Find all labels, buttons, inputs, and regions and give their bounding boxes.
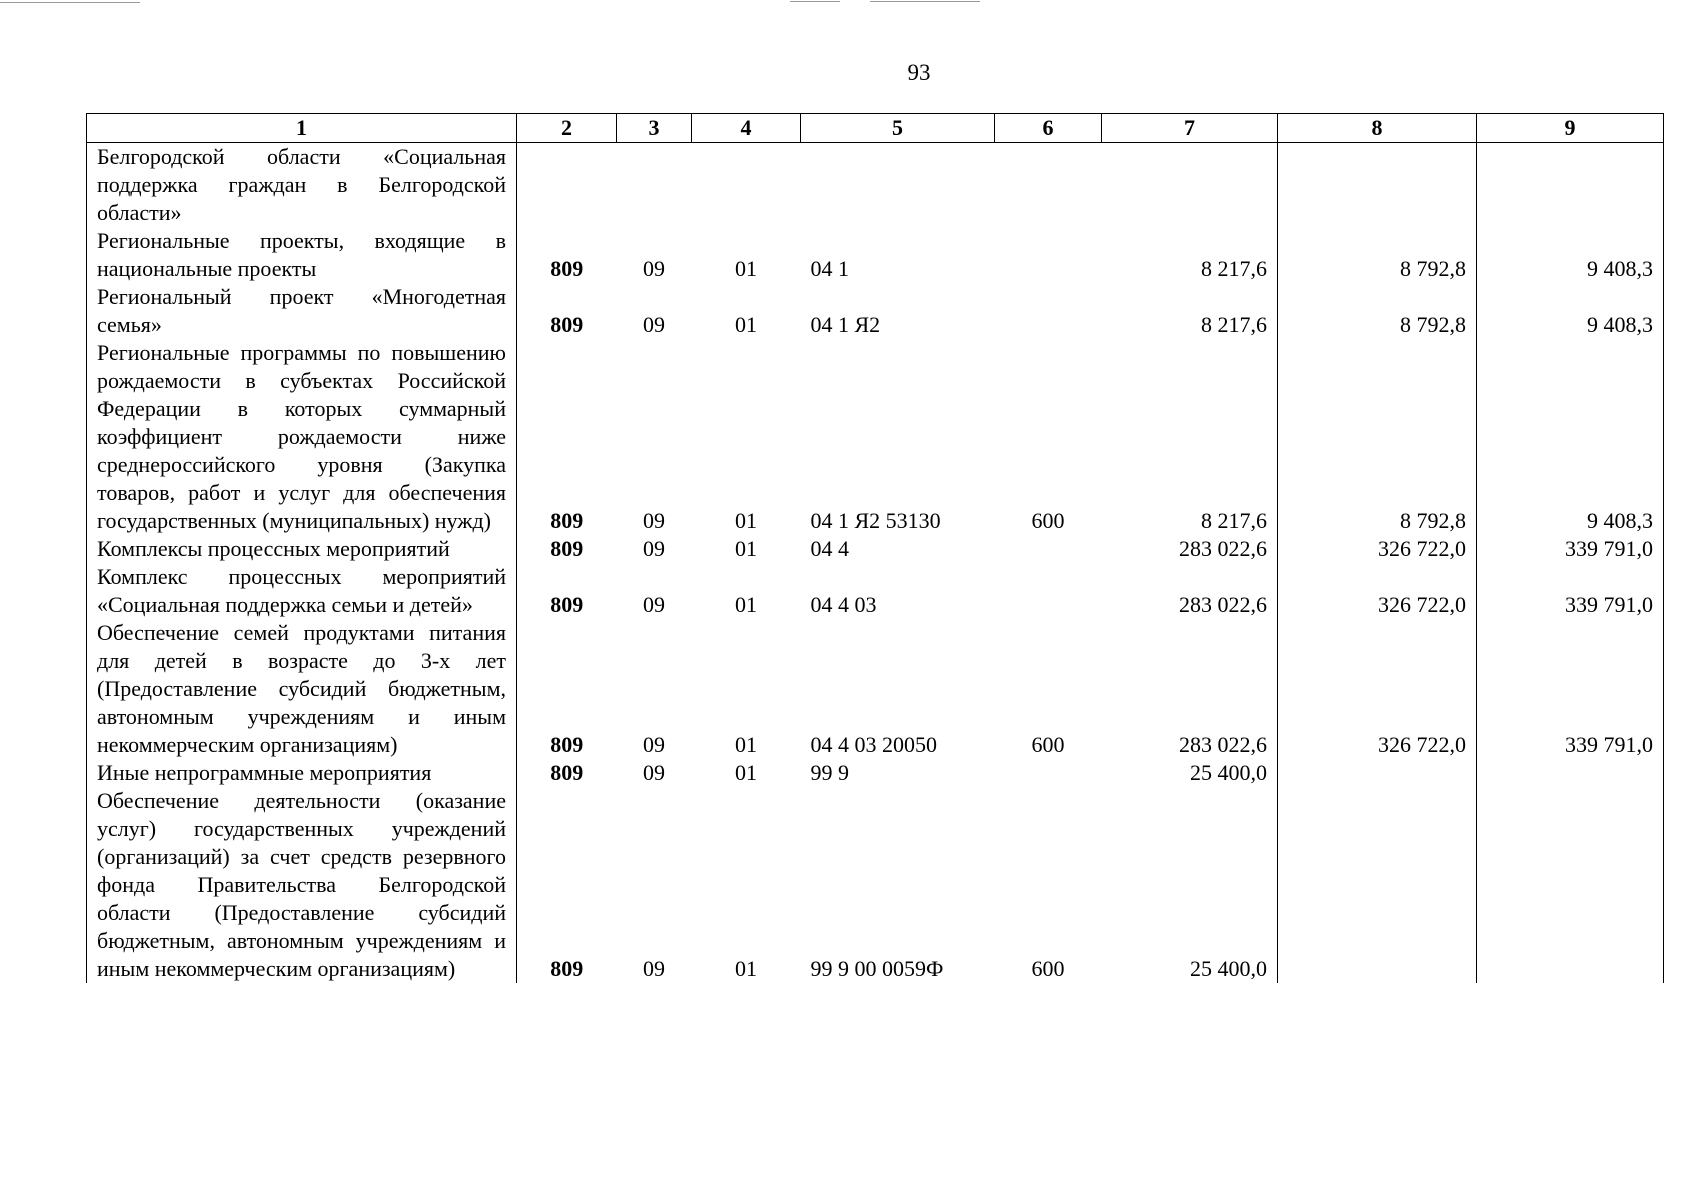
cell-expense-type (995, 535, 1102, 563)
cell-amount-col8 (1278, 759, 1477, 787)
row-description: Обеспечение деятельности (оказание услуг) государственных учреждений (организаций) за счет средств резервного фонда Правительства Белгородской области (Предоставление субсидий бюджетным, автономным учреждениям и иным некоммерческим организациям) (87, 787, 517, 983)
column-header-3: 3 (617, 114, 692, 143)
table-row (87, 787, 1664, 983)
cell-target-article: 99 9 (810, 760, 849, 785)
cell-expense-type: 600 (1031, 508, 1065, 533)
cell-expense-type (995, 563, 1102, 619)
cell-target-article: 04 4 03 (810, 592, 877, 617)
cell-amount-col8: 326 722,0 (1278, 535, 1477, 563)
cell-amount-col9 (1477, 143, 1664, 228)
cell-subsection: 01 (735, 956, 757, 981)
cell-expense-type: 600 (1031, 732, 1065, 757)
column-header-5: 5 (801, 114, 995, 143)
cell-expense-type (995, 283, 1102, 339)
row-description: Региональный проект «Многодетная семья» (87, 283, 517, 339)
table-row (87, 759, 1664, 787)
cell-amount-col9: 339 791,0 (1477, 535, 1664, 563)
scan-artifact-line (870, 1, 980, 2)
column-header-6: 6 (995, 114, 1102, 143)
column-header-7: 7 (1102, 114, 1278, 143)
cell-amount-col8: 8 792,8 (1278, 227, 1477, 283)
table-row (87, 143, 1664, 228)
cell-section: 09 (643, 312, 665, 337)
column-header-8: 8 (1278, 114, 1477, 143)
cell-admin-code: 809 (517, 339, 617, 535)
table-row (87, 227, 1664, 283)
cell-target-article (801, 143, 995, 228)
cell-subsection: 01 (735, 760, 757, 785)
cell-amount-col7: 25 400,0 (1102, 759, 1278, 787)
cell-amount-col9 (1477, 759, 1664, 787)
cell-subsection: 01 (735, 592, 757, 617)
table-header-row (87, 114, 1664, 143)
cell-amount-col7: 8 217,6 (1102, 339, 1278, 535)
scan-artifact-line (0, 2, 140, 3)
cell-amount-col9: 9 408,3 (1477, 283, 1664, 339)
cell-section: 09 (643, 592, 665, 617)
cell-section (617, 143, 692, 228)
cell-expense-type (995, 143, 1102, 228)
cell-amount-col7: 25 400,0 (1102, 787, 1278, 983)
table-row (87, 619, 1664, 759)
scan-artifact-line (790, 1, 840, 2)
cell-amount-col7: 283 022,6 (1102, 563, 1278, 619)
cell-amount-col7: 283 022,6 (1102, 535, 1278, 563)
cell-target-article: 04 1 Я2 (810, 312, 881, 337)
cell-section: 09 (643, 256, 665, 281)
row-description: Комплекс процессных мероприятий «Социальная поддержка семьи и детей» (87, 563, 517, 619)
cell-amount-col8: 326 722,0 (1278, 563, 1477, 619)
cell-amount-col7: 8 217,6 (1102, 227, 1278, 283)
cell-section: 09 (643, 508, 665, 533)
cell-section: 09 (643, 760, 665, 785)
page-number: 93 (907, 60, 931, 85)
cell-expense-type (995, 227, 1102, 283)
cell-subsection: 01 (735, 256, 757, 281)
cell-subsection: 01 (735, 536, 757, 561)
budget-table-container (86, 113, 1664, 983)
cell-section: 09 (643, 536, 665, 561)
cell-target-article: 04 1 (810, 256, 849, 281)
cell-amount-col7: 283 022,6 (1102, 619, 1278, 759)
cell-expense-type (995, 759, 1102, 787)
cell-amount-col8: 8 792,8 (1278, 283, 1477, 339)
row-description: Региональные программы по повышению рождаемости в субъектах Российской Федерации в которых суммарный коэффициент рождаемости ниже среднероссийского уровня (Закупка товаров, работ и услуг для обеспечения государственных (муниципальных) нужд) (87, 339, 517, 535)
cell-amount-col7 (1102, 143, 1278, 228)
cell-target-article: 99 9 00 0059Ф (810, 956, 944, 981)
cell-admin-code: 809 (517, 619, 617, 759)
cell-admin-code: 809 (517, 563, 617, 619)
cell-admin-code: 809 (517, 283, 617, 339)
table-body (87, 143, 1664, 984)
cell-amount-col8: 8 792,8 (1278, 339, 1477, 535)
row-description: Обеспечение семей продуктами питания для детей в возрасте до 3-х лет (Предоставление субсидий бюджетным, автономным учреждениям и иным некоммерческим организациям) (87, 619, 517, 759)
column-header-2: 2 (517, 114, 617, 143)
cell-amount-col9: 339 791,0 (1477, 619, 1664, 759)
table-row (87, 339, 1664, 535)
row-description: Иные непрограммные мероприятия (87, 759, 517, 787)
cell-subsection (692, 143, 801, 228)
row-description: Комплексы процессных мероприятий (87, 535, 517, 563)
column-header-4: 4 (692, 114, 801, 143)
cell-section: 09 (643, 732, 665, 757)
cell-amount-col9: 339 791,0 (1477, 563, 1664, 619)
cell-amount-col8: 326 722,0 (1278, 619, 1477, 759)
cell-target-article: 04 1 Я2 53130 (810, 508, 941, 533)
cell-admin-code (517, 143, 617, 228)
cell-target-article: 04 4 03 20050 (810, 732, 937, 757)
cell-amount-col9 (1477, 787, 1664, 983)
cell-subsection: 01 (735, 312, 757, 337)
cell-admin-code: 809 (517, 227, 617, 283)
cell-amount-col8 (1278, 143, 1477, 228)
cell-amount-col8 (1278, 787, 1477, 983)
table-row (87, 283, 1664, 339)
cell-admin-code: 809 (517, 787, 617, 983)
column-header-1: 1 (87, 114, 517, 143)
cell-amount-col7: 8 217,6 (1102, 283, 1278, 339)
cell-amount-col9: 9 408,3 (1477, 227, 1664, 283)
table-row (87, 535, 1664, 563)
budget-table (86, 113, 1664, 983)
cell-admin-code: 809 (517, 759, 617, 787)
cell-target-article: 04 4 (810, 536, 849, 561)
row-description: Белгородской области «Социальная поддержка граждан в Белгородской области» (87, 143, 517, 228)
cell-subsection: 01 (735, 508, 757, 533)
cell-expense-type: 600 (1031, 956, 1065, 981)
cell-subsection: 01 (735, 732, 757, 757)
cell-section: 09 (643, 956, 665, 981)
table-row (87, 563, 1664, 619)
row-description: Региональные проекты, входящие в национальные проекты (87, 227, 517, 283)
column-header-9: 9 (1477, 114, 1664, 143)
cell-amount-col9: 9 408,3 (1477, 339, 1664, 535)
cell-admin-code: 809 (517, 535, 617, 563)
